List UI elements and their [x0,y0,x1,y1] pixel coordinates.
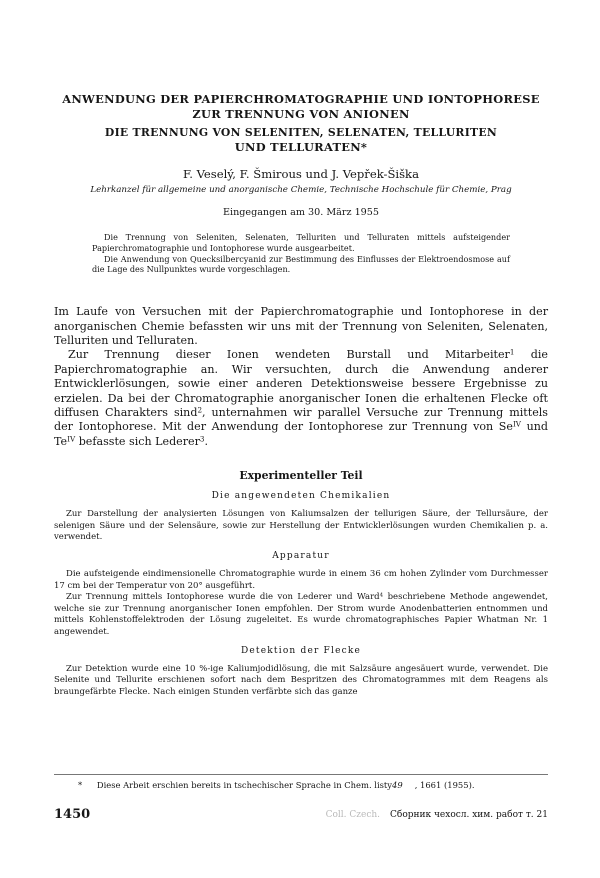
citation-ref: 3 [199,434,205,444]
abstract [92,232,510,275]
apparatus-text: Die aufsteigende eindimensionelle Chromatographie wurde in einem 36 cm hohen Zylinder vom Durchmesser 17 cm bei der Temperatur von 20° ausgeführt. Zur Trennung mittels Iontophorese wurde die von Lederer und Ward$^4$ beschriebene Methode angewendet, welche sie zur Trennung anorganischer Ionen empfohlen. Der Strom wurde Anodenbatterien entnommen und mittels Kohlenstoffelektroden der Lösung zugeleitet. Es wurde chromatographisches Papier Whatman Nr. 1 angewendet. [54,569,548,637]
subtitle-line-2: UND TELLURATEN* [234,140,368,154]
citation-ref: 1 [509,347,515,357]
journal-name: Сборник чехосл. хим. работ т. 21 [390,810,548,820]
affiliation: Lehrkanzel für allgemeine und anorganische Chemie, Technische Hochschule für Chemie, Prag [90,185,512,195]
journal-faded: Coll. Czech. [325,810,381,820]
detection-text: Zur Detektion wurde eine 10 %-ige Kaliumjodidlösung, die mit Salzsäure angesäuert wurde, verwendet. Die Selenite und Tellurite erschienen sofort nach dem Bespritzen des Chromatogrammes mit dem Reagens als braungefärbte Flecke. Nach einigen Stunden verfärbte sich das ganze [54,663,548,697]
oxidation-state: IV [512,419,521,429]
introduction [54,305,548,449]
page-number: 1450 [54,807,91,822]
subsection-heading: Detektion der Flecke [240,645,362,656]
oxidation-state: IV [67,434,76,444]
abstract-paragraph: Die Anwendung von Quecksilbercyanid zur Bestimmung des Einflusses der Elektroendosmose auf die Lage des Nullpunktes wurde vorgeschlagen. [92,253,510,275]
footnote: * Diese Arbeit erschien bereits in tschechischer Sprache in Chem. listy49 , 1661 (1955). [54,774,548,791]
subtitle-line-1: DIE TRENNUNG VON SELENITEN, SELENATEN, TELLURITEN [104,126,498,139]
abstract-paragraph: Die Trennung von Seleniten, Selenaten, Telluriten und Telluraten mittels aufsteigender Papierchromatographie und Iontophorese wurde ausgearbeitet. [92,232,510,253]
running-footer [326,809,548,821]
title-line-1: ANWENDUNG DER PAPIERCHROMATOGRAPHIE UND IONTOPHORESE [62,92,540,106]
author-list: F. Veselý, F. Šmirous und J. Vepřek-Šiška [183,167,419,181]
citation-ref: 2 [197,405,203,415]
intro-paragraph: Im Laufe von Versuchen mit der Papierchromatographie und Iontophorese in der anorganischen Chemie befassten wir uns mit der Trennung von Seleniten, Selenaten, Telluriten und Telluraten. [54,305,548,347]
intro-paragraph: Zur Trennung dieser Ionen wendeten Burstall und Mitarbeiter$^1$ die Papierchromatographie an. Wir versuchten, durch die Anwendung anderer Entwicklerlösungen, sowie einer anderen Detektionsweise bessere Ergebnisse zu erzielen. Da bei der Chromatographie anorganischer Ionen die erhaltenen Flecke oft diffusen Charakters sind$^2$, unternahmen wir parallel Versuche zur Trennung mittels der Iontophorese. Mit der Anwendung der Iontophorese zur Trennung von $Se^{IV}$ und $Te^{IV}$ befasste sich Lederer$^3$. [54,347,549,448]
footnote-mark: * [78,780,83,790]
subsection-heading: Die angewendeten Chemikalien [211,491,391,502]
received-date: Eingegangen am 30. März 1955 [223,207,379,218]
title-line-2: ZUR TRENNUNG VON ANIONEN [192,107,410,121]
citation-ref: 4 [379,592,384,599]
subsection-heading: Apparatur [272,551,330,562]
volume-number: 49 [392,780,403,790]
section-heading: Experimenteller Teil [239,469,363,483]
chemicals-text: Zur Darstellung der analysierten Lösungen von Kaliumsalzen der tellurigen Säure, der Tellursäure, der selenigen Säure und der Selensäure, sowie zur Herstellung der Entwicklerlösungen wurden Chemikalien p. a. verwendet. [54,509,548,543]
